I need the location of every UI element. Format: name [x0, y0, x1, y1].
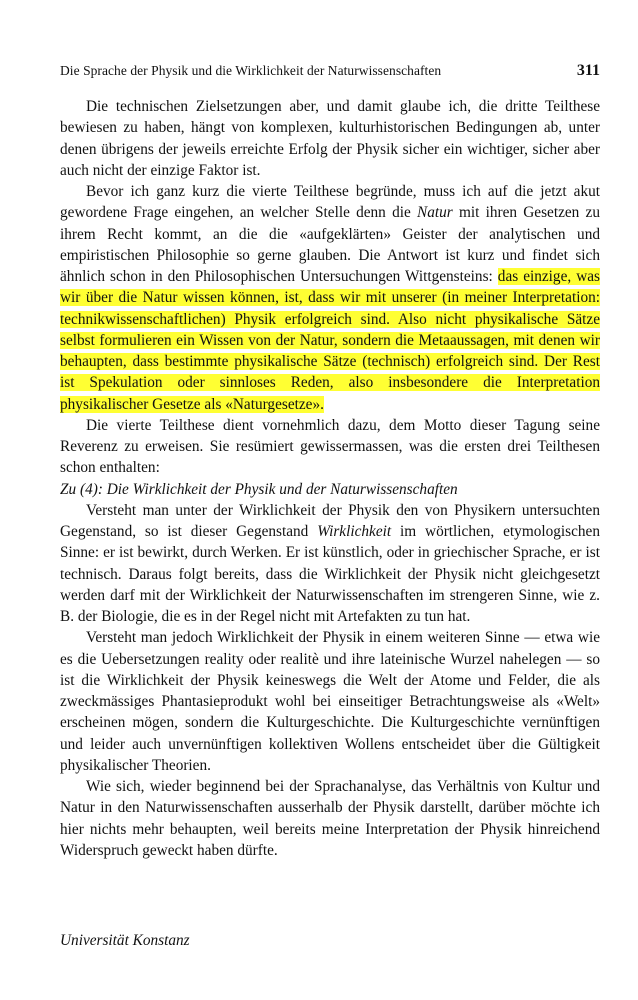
paragraph-6: Wie sich, wieder beginnend bei der Sprachanalyse, das Verhältnis von Kultur und Natur in den Naturwissenschaften ausserhalb der Physik darstellt, darüber möchte ich hier nichts mehr behaupten, weil bereits meine Interpretation der Physik hinreichend Widerspruch geweckt haben dürfte. [60, 778, 600, 859]
emphasis-natur: Natur [417, 204, 453, 222]
paragraph-4 [60, 500, 600, 628]
section-heading: Zu (4): Die Wirklichkeit der Physik und der Naturwissenschaften [60, 480, 458, 498]
running-header [60, 62, 600, 80]
highlighted-passage: das einzige, was wir über die Natur wissen können, ist, dass wir mit unserer (in meiner Interpretation: technikwissenschaftlichen) Physik erfolgreich sind. Also nicht physikalische Sätze selbst formulieren ein Wissen von der Natur, sondern die Metaaussagen, mit denen wir behaupten, dass bestimmte physikalische Sätze (technisch) erfolgreich sind. Der Rest ist Spekulation oder sinnloses Reden, also insbesondere die Interpretation physikalischer Gesetze als «Naturgesetze». [60, 268, 600, 413]
paragraph-1: Die technischen Zielsetzungen aber, und damit glaube ich, die dritte Teilthese bewiesen zu haben, hängt von komplexen, kulturhistorischen Bedingungen ab, unter denen übrigens der jeweils erreichte Erfolg der Physik sicher ein wichtiger, sicher aber auch nicht der einzige Faktor ist. [60, 98, 600, 179]
emphasis-wirklichkeit: Wirklichkeit [317, 523, 392, 540]
paragraph-2 [60, 181, 600, 415]
paragraph-3: Die vierte Teilthese dient vornehmlich dazu, dem Motto dieser Tagung seine Reverenz zu erweisen. Sie resümiert gewissermassen, was die ersten drei Teilthesen schon enthalten: [60, 416, 600, 477]
paragraph-2-intro: Bevor ich ganz kurz die vierte Teilthese begründe, muss ich auf die jetzt akut gewordene Frage eingehen, an welcher Stelle denn die [60, 183, 600, 222]
body-text [60, 96, 600, 861]
running-title: Die Sprache der Physik und die Wirklichkeit der Naturwissenschaften [60, 63, 442, 78]
paragraph-4-intro: Versteht man unter der Wirklichkeit der Physik den von Physikern untersuchten Gegenstand, so ist dieser Gegenstand [60, 501, 600, 540]
paragraph-5: Versteht man jedoch Wirklichkeit der Physik in einem weiteren Sinne — etwa wie es die Uebersetzungen reality oder realitè und ihre lateinische Wurzel nahelegen — so ist die Wirklichkeit der Physik keineswegs die Welt der Atome und Felder, die als zweckmässiges Phantasieprodukt wohl bei einseitiger Betrachtungsweise als «Welt» erscheinen mögen, sondern die Kulturgeschichte. Die Kulturgeschichte vernünftigen und leider auch unvernünftigen kollektiven Wollens entscheidet über die Gültigkeit physikalischer Theorien. [60, 629, 600, 774]
page-number: 311 [576, 62, 600, 79]
paragraph-4-rest: im wörtlichen, etymologischen Sinne: er ist bewirkt, durch Werken. Er ist künstlich, oder in griechischer Sprache, er ist technisch. Daraus folgt bereits, dass die Wirklichkeit der Physik nicht gleichgesetzt werden darf mit der Wirklichkeit der Naturwissenschaften im strengeren Sinne, wie z. B. der Biologie, die es in der Regel nicht mit Artefakten zu tun hat. [60, 523, 600, 625]
author-affiliation: Universität Konstanz [60, 932, 190, 949]
paragraph-2-middle: mit ihren Gesetzen zu ihrem Recht kommt, an die die «aufgeklärten» Geister der analytischen und empiristischen Philosophie so gerne glauben. Die Antwort ist kurz und findet sich ähnlich schon in den Philosophischen Untersuchungen Wittgensteins: [60, 204, 600, 285]
